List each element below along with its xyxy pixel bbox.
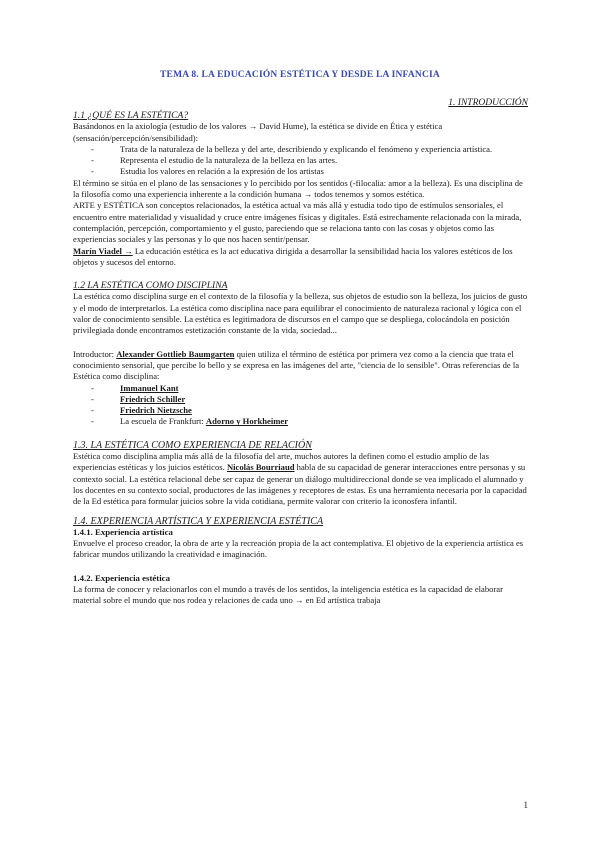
paragraph: Envuelve el proceso creador, la obra de arte y la recreación propia de la act contemplativa. El objetivo de la experiencia artística es fabricar mundos utilizando la creatividad e imaginación. — [73, 538, 524, 560]
paragraph — [73, 451, 528, 507]
list-item — [73, 383, 528, 394]
paragraph-text: Introductor: — [73, 348, 117, 359]
author-name: Alexander Gottlieb Baumgarten — [116, 348, 235, 359]
paragraph-text: La educación estética es la act educativa dirigida a desarrollar la sensibilidad hacia los valores estéticos de los objetos y sucesos del entorno. — [73, 245, 513, 267]
paragraph: Basándonos en la axiología (estudio de los valores → David Hume), la estética se divide en Ética y estética (sensación/percepción/sensibilidad): — [73, 121, 443, 143]
paragraph: ARTE y ESTÉTICA son conceptos relacionados, la estética actual va más allá y estudia todo tipo de estímulos sensoriales, el encuentro entre materialidad y visualidad y cruce entre imágenes físicas y digitales. Está estrechamente relacionada con la mirada, contemplación, percepción, comportamiento y el gusto, pareciendo que se relaciona tanto con las cosas y objetos como las experiencias sociales y las personas y lo que nos hacen sentir/pensar. — [73, 200, 522, 245]
section-1-3-heading: 1.3. LA ESTÉTICA COMO EXPERIENCIA DE RELACIÓN — [73, 439, 312, 451]
list-item: - Estudia los valores en relación a la expresión de los artistas — [73, 166, 528, 177]
list-item — [73, 394, 528, 405]
document-body — [73, 110, 528, 607]
author-name: Friedrich Schiller — [120, 393, 186, 404]
section-1-1-heading: 1.1 ¿QUÉ ES LA ESTÉTICA? — [73, 110, 189, 121]
paragraph-text: La escuela de Frankfurt: — [120, 416, 206, 427]
section-1-2-heading: 1.2 LA ESTÉTICA COMO DISCIPLINA — [73, 280, 228, 292]
paragraph: La forma de conocer y relacionarlos con el mundo a través de los sentidos, la inteligencia estética es la capacidad de elaborar material sobre el mundo que nos rodea y relaciones de cada uno → en Ed artística trabaja — [73, 583, 503, 606]
paragraph — [73, 246, 528, 269]
bullet-list — [73, 144, 528, 178]
list-item: - Trata de la naturaleza de la belleza y del arte, describiendo y explicando el fenómeno y experiencia artística. — [73, 144, 528, 155]
page-number: 1 — [523, 800, 528, 810]
paragraph: La estética como disciplina surge en el contexto de la filosofía y la belleza, sus objetos de estudio son la belleza, los juicios de gusto y el modo de interpretarlos. La estética como disciplina nace para equilibrar el conocimiento de naturaleza racional y lógica con el valor de conocimiento sensible. La estética es legitimadora de discursos en el campo que se despliega, colocándola en posición privilegiada donde encontramos estetización constante de la vida, sociedad... — [73, 291, 528, 336]
author-name: Marín Viadel → — [73, 245, 133, 256]
subsection-1-4-1-heading: 1.4.1. Experiencia artística — [73, 526, 173, 537]
section-introduction-heading: 1. INTRODUCCIÓN — [448, 98, 528, 108]
author-name: Friedrich Nietzsche — [120, 405, 192, 416]
list-item — [73, 405, 528, 416]
paragraph-text: habla de su capacidad de generar interacciones entre personas y su contexto social. La estética relacional debe ser capaz de generar un diálogo multidireccional donde se vea implicado el alumnado y los docentes en su contexto social, productores de las imágenes y receptores de estas. Es una herramienta necesaria por la capacidad de la Ed estética para formular juicios sobre la vida cotidiana, permite valorar con criterio la iconosfera infantil. — [73, 462, 527, 507]
paragraph-text: quien utiliza el término de estética por primera vez como a la ciencia que trata el conocimiento sensorial, que percibe lo bello y se expresa en las imágenes del arte, "ciencia de lo sensible". Otras referencias de la Estética como disciplina: — [73, 348, 520, 382]
list-item — [73, 416, 528, 427]
list-item: - Representa el estudio de la naturaleza de la belleza en las artes. — [73, 155, 528, 166]
author-name: Immanuel Kant — [120, 382, 179, 393]
author-name: Adorno y Horkheimer — [205, 416, 289, 427]
section-1-4-heading: 1.4. EXPERIENCIA ARTÍSTICA Y EXPERIENCIA ESTÉTICA — [73, 515, 324, 527]
paragraph: El término se sitúa en el plano de las sensaciones y lo percibido por los sentidos (-filocalia: amor a la belleza). Es una disciplina de la filosofía como una experiencia inherente a la condición humana → todos tenemos y somos estética. — [73, 177, 523, 200]
author-name: Nicolás Bourriaud — [226, 462, 295, 473]
subsection-1-4-2-heading: 1.4.2. Experiencia estética — [73, 572, 170, 583]
paragraph — [73, 349, 528, 383]
paragraph-text: Estética como disciplina amplia más allá de la filosofía del arte, muchos autores la definen como el estudio amplio de las experiencias estéticas y los juicios estéticos. — [73, 451, 489, 473]
reference-list — [73, 383, 528, 428]
document-title: TEMA 8. LA EDUCACIÓN ESTÉTICA Y DESDE LA INFANCIA — [160, 70, 440, 80]
